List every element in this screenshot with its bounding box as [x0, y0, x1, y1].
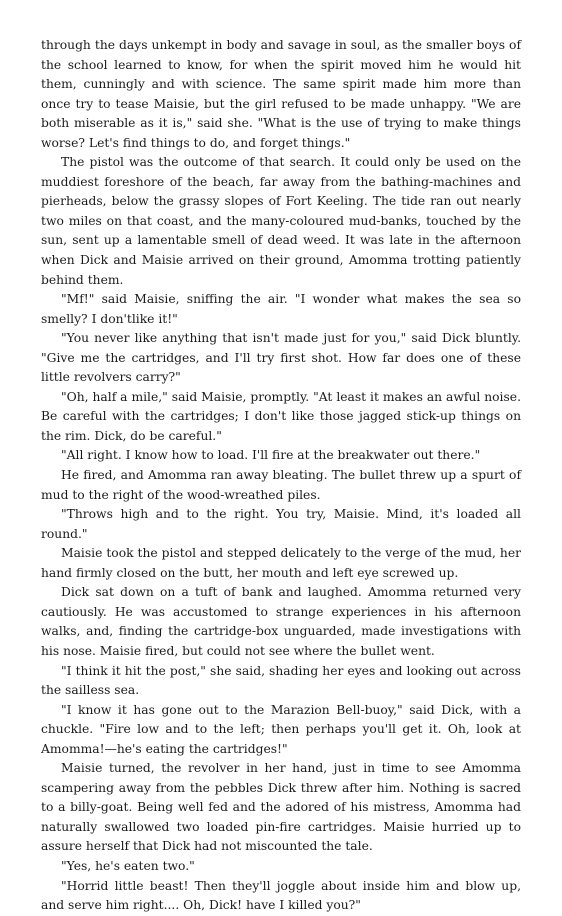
paragraph-4: "You never like anything that isn't made just for you," said Dick bluntly. "Give me the cartridges, and I'll try first shot. How far does one of these little revolvers carry?": [41, 331, 521, 385]
paragraph-11: "I think it hit the post," she said, shading her eyes and looking out across the sailless sea.: [41, 663, 521, 698]
paragraph-9: Maisie took the pistol and stepped delicately to the verge of the mud, her hand firmly closed on the butt, her mouth and left eye screwed up.: [41, 546, 521, 580]
paragraph-12: "I know it has gone out to the Marazion Bell-buoy," said Dick, with a chuckle. "Fire low and to the left; then perhaps you'll get it. Oh, look at Amomma!—he's eating the cartridges!": [41, 702, 521, 756]
paragraph-13: Maisie turned, the revolver in her hand, just in time to see Amomma scampering away from the pebbles Dick threw after him. Nothing is sacred to a billy-goat. Being well fed and the adored of his mistress, Amomma had naturally swallowed two loaded pin-fire cartridges. Maisie hurried up to assure herself that Dick had not miscounted the tale.: [41, 761, 521, 854]
paragraph-6: "All right. I know how to load. I'll fire at the breakwater out there.": [61, 448, 481, 463]
paragraph-7: He fired, and Amomma ran away bleating. The bullet threw up a spurt of mud to the right of the wood-wreathed piles.: [41, 468, 521, 502]
paragraph-10: Dick sat down on a tuft of bank and laughed. Amomma returned very cautiously. He was accustomed to strange experiences in his afternoon walks, and, finding the cartridge-box unguarded, made investigations with his nose. Maisie fired, but could not see where the bullet went.: [41, 585, 521, 658]
paragraph-14: "Yes, he's eaten two.": [61, 858, 195, 873]
paragraph-15: "Horrid little beast! Then they'll joggle about inside him and blow up, and serve him right.... Oh, Dick! have I killed you?": [41, 878, 521, 913]
paragraph-3: "Mf!" said Maisie, sniffing the air. "I wonder what makes the sea so smelly? I don'tlike it!": [41, 292, 521, 326]
page-text: [41, 36, 521, 916]
paragraph-2: The pistol was the outcome of that search. It could only be used on the muddiest foreshore of the beach, far away from the bathing-machines and pierheads, below the grassy slopes of Fort Keeling. The tide ran out nearly two miles on that coast, and the many-coloured mud-banks, touched by the sun, sent up a lamentable smell of dead weed. It was late in the afternoon when Dick and Maisie arrived on their ground, Amomma trotting patiently behind them.: [41, 155, 521, 287]
paragraph-1: through the days unkempt in body and savage in soul, as the smaller boys of the school learned to know, for when the spirit moved him he would hit them, cunningly and with science. The same spirit made him more than once try to tease Maisie, but the girl refused to be made unhappy. "We are both miserable as it is," said she. "What is the use of trying to make things worse? Let's find things to do, and forget things.": [41, 38, 521, 150]
paragraph-5: "Oh, half a mile," said Maisie, promptly. "At least it makes an awful noise. Be careful with the cartridges; I don't like those jagged stick-up things on the rim. Dick, do be careful.": [41, 389, 521, 443]
paragraph-8: "Throws high and to the right. You try, Maisie. Mind, it's loaded all round.": [41, 507, 521, 541]
